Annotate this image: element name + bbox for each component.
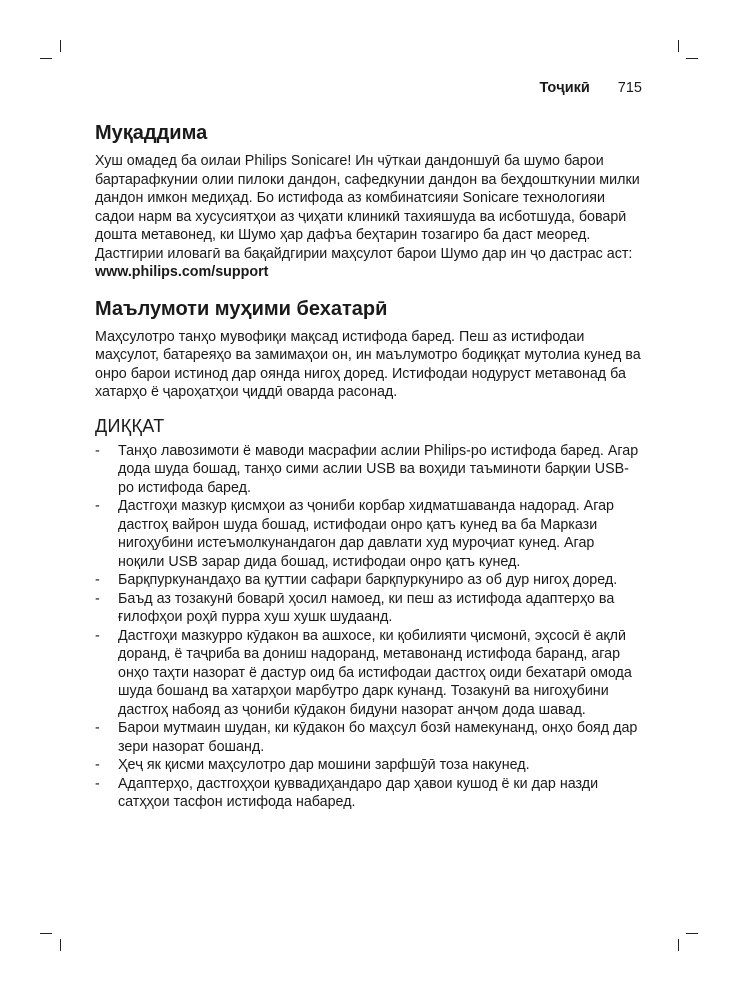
bullet-dash: - xyxy=(95,572,100,588)
crop-mark-top-right-v xyxy=(678,40,679,52)
intro-paragraph: Хуш омадед ба оилаи Philips Sonicare! Ин чӯткаи дандоншуӣ ба шумо барои бартарафкунии олии пилоки дандон, сафедкунии дандон ва беҳдошткунии милки дандон имкон медиҳад. Бо истифода аз комбинатсияи Sonicare технологияи садои нарм ва хусусиятҳои аз ҷиҳати клиникӣ тахияшуда ва исботшуда, боварӣ дошта метавонед, ки Шумо ҳар дафъа беҳтарин тозагиро ба даст меоред. xyxy=(95,153,640,243)
list-item-text: Баъд аз тозакунӣ боварӣ ҳосил намоед, ки пеш аз истифода адаптерҳо ва ғилофҳои роҳӣ пурра хуш хушк шудаанд. xyxy=(118,590,615,625)
bullet-dash: - xyxy=(95,757,100,773)
warning-title: ДИҚҚАТ xyxy=(95,415,165,436)
intro-title: Муқаддима xyxy=(95,122,208,144)
list-item-text: Дастгоҳи мазкурро кӯдакон ва ашхосе, ки қобилияти ҷисмонӣ, эҳсосӣ ё ақлӣ доранд, ё таҷриба ва дониш надоранд, метавонанд истифода баранд, агар онҳо таҳти назорат ё дастур оид ба истифодаи дастгоҳ оиди бехатарӣ омода шуда бошанд ва хатарҳои марбутро дарк кунанд. Тозакунӣ ва нигоҳубини дастгоҳ набояд аз ҷониби кӯдакон бидуни назорат анҷом дода шавад. xyxy=(118,627,632,718)
list-item-text: Барқпуркунандаҳо ва қуттии сафари барқпуркуниро аз об дур нигоҳ доред. xyxy=(118,572,618,588)
support-link[interactable]: www.philips.com/support xyxy=(95,264,269,280)
list-item xyxy=(95,442,643,498)
list-item xyxy=(95,775,643,812)
list-item-text: Барои мутмаин шудан, ки кӯдакон бо маҳсул бозӣ намекунанд, онҳо бояд дар зери назорат бошанд. xyxy=(118,720,638,755)
bullet-dash: - xyxy=(95,442,100,459)
list-item-text: Дастгоҳи мазкур қисмҳои аз ҷониби корбар хидматшаванда надорад. Агар дастгоҳ вайрон шуда бошад, истифодаи онро қатъ кунед ва ба Маркази нигоҳубини истеъмолкунандагон дар давлати худ муроҷиат кунед. Агар ноқили USB зарар дида бошад, истифодаи онро қатъ кунед. xyxy=(118,498,614,570)
support-paragraph xyxy=(95,245,643,282)
list-item-text: Ҳеҷ як қисми маҳсулотро дар мошини зарфшӯӣ тоза накунед. xyxy=(118,757,530,773)
bullet-dash: - xyxy=(95,627,100,644)
list-item xyxy=(95,571,643,590)
support-text: Дастгирии иловагӣ ва бақайдгирии маҳсулот барои Шумо дар ин ҷо дастрас аст: xyxy=(95,245,633,262)
crop-mark-bottom-right-v xyxy=(678,939,679,951)
safety-title: Маълумоти муҳими бехатарӣ xyxy=(95,297,388,320)
bullet-dash: - xyxy=(95,590,100,607)
language-label: Тоҷикӣ xyxy=(539,80,590,96)
list-item-text: Танҳо лавозимоти ё маводи масрафии аслии Philips-ро истифода баред. Агар дода шуда бошад, танҳо сими аслии USB ва воҳиди таъминоти барқии USB-ро истифода баред. xyxy=(118,442,639,496)
list-item xyxy=(95,627,643,720)
crop-mark-top-left-h xyxy=(40,58,52,59)
crop-mark-top-left-v xyxy=(60,40,61,52)
crop-mark-bottom-left-v xyxy=(60,939,61,951)
page-number: 715 xyxy=(617,80,642,96)
list-item xyxy=(95,497,643,571)
list-item xyxy=(95,756,643,775)
warning-list xyxy=(95,442,643,812)
crop-mark-bottom-left-h xyxy=(40,933,52,934)
crop-mark-top-right-h xyxy=(686,58,698,59)
page-header xyxy=(539,80,642,96)
list-item xyxy=(95,719,643,756)
bullet-dash: - xyxy=(95,498,100,514)
list-item-text: Адаптерҳо, дастгоҳҳои қуввадиҳандаро дар ҳавои кушод ё ки дар назди сатҳҳои тасфон истифода набаред. xyxy=(118,775,599,810)
crop-mark-bottom-right-h xyxy=(686,933,698,934)
list-item xyxy=(95,590,643,627)
safety-paragraph: Маҳсулотро танҳо мувофиқи мақсад истифода баред. Пеш аз истифодаи маҳсулот, батареяҳо ва замимаҳои он, ин маълумотро бодиққат мутолиа кунед ва онро барои истинод дар оянда нигоҳ доред. Истифодаи нодуруст метавонад ба хатарҳо ё ҷароҳатҳои ҷиддӣ оварда расонад. xyxy=(95,328,641,400)
page-content xyxy=(95,120,643,812)
bullet-dash: - xyxy=(95,720,100,736)
bullet-dash: - xyxy=(95,775,100,792)
